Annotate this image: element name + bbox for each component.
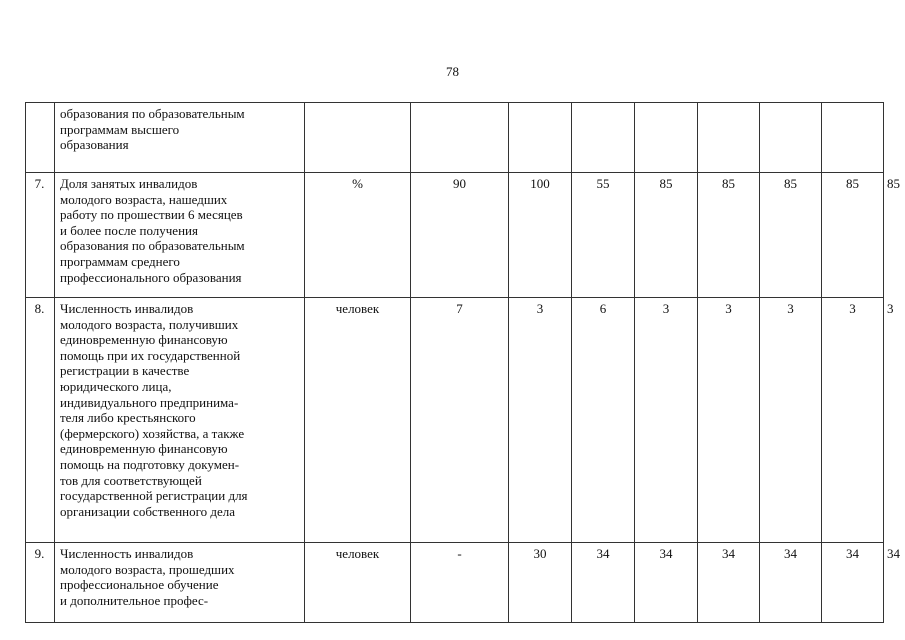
description-line: образования по образовательным [60, 106, 245, 121]
row-description [55, 298, 305, 543]
value-cell [760, 103, 822, 173]
description-line: и более после получения [60, 222, 198, 238]
page-number: 78 [446, 64, 459, 79]
row-number: 9. [26, 543, 55, 623]
description-line: Численность инвалидов [60, 546, 194, 561]
description-line: (фермерского) хозяйства, а также [60, 425, 245, 441]
value-cell: 90 [411, 173, 509, 298]
value-cell: 30 [509, 543, 572, 623]
row-description [55, 543, 305, 623]
value-cell [698, 103, 760, 173]
value-cell: 34 [572, 543, 635, 623]
value-cell: 34 [635, 543, 698, 623]
value-cell: - [411, 543, 509, 623]
value-cell: 34 [760, 543, 822, 623]
table-row [26, 103, 884, 173]
value-cell: 3 [698, 298, 760, 543]
value-cell: 6 [572, 298, 635, 543]
description-line: помощь на подготовку докумен- [60, 456, 240, 472]
row-number [26, 103, 55, 173]
row-unit: % [305, 173, 411, 298]
value-cell [509, 103, 572, 173]
description-line: единовременную финансовую [60, 441, 228, 457]
value-cell: 85 [635, 173, 698, 298]
row-unit: человек [305, 543, 411, 623]
row-number: 7. [26, 173, 55, 298]
description-line: единовременную финансовую [60, 332, 228, 348]
description-line: индивидуального предпринима- [60, 394, 239, 410]
description-line: работу по прошествии 6 месяцев [60, 207, 243, 223]
value-cell: 3 [509, 298, 572, 543]
value-cell: 100 [509, 173, 572, 298]
description-line: тов для соответствующей [60, 472, 202, 488]
row-number: 8. [26, 298, 55, 543]
description-line: теля либо крестьянского [60, 410, 196, 426]
description-line: программам высшего [60, 121, 180, 137]
value-cell: 7 [411, 298, 509, 543]
row-unit: человек [305, 298, 411, 543]
value-cell [411, 103, 509, 173]
value-cell [572, 103, 635, 173]
description-line: регистрации в качестве [60, 363, 190, 379]
value-cell: 55 [572, 173, 635, 298]
description-line: Численность инвалидов [60, 301, 194, 316]
table-row: 7. Доля занятых инвалидов молодого возраста, нашедших работу по прошествии 6 месяцев и более после получения образования по образовательным программам среднего профессионального образования % 90 100 55 85 85 85 85 85 [26, 173, 884, 298]
description-line: профессиональное обучение [60, 577, 219, 593]
description-line: Доля занятых инвалидов [60, 176, 198, 191]
description-line: профессионального образования [60, 269, 242, 285]
value-cell [822, 103, 884, 173]
indicators-table [25, 102, 900, 623]
description-line: образования [60, 137, 129, 153]
row-description [55, 173, 305, 298]
value-cell: 85 [698, 173, 760, 298]
description-line: молодого возраста, нашедших [60, 191, 228, 207]
description-line: образования по образовательным [60, 238, 245, 254]
table-row: 8. Численность инвалидов молодого возраста, получивших единовременную финансовую помощь при их государственной регистрации в качестве юридического лица, индивидуального предпринима- теля либо крестьянского (фермерского) хозяйства, а также единовременную финансовую помощь на подготовку докумен- тов для соответствующей государственной регистрации для организации собственного дела человек 7 3 6 3 3 3 3 3 [26, 298, 884, 543]
value-cell: 85 [822, 173, 884, 298]
description-line: организации собственного дела [60, 503, 236, 519]
value-cell: 3 [760, 298, 822, 543]
description-line: помощь при их государственной [60, 347, 241, 363]
description-line: молодого возраста, получивших [60, 316, 239, 332]
value-cell: 3 [822, 298, 884, 543]
row-unit [305, 103, 411, 173]
value-cell: 34 [822, 543, 884, 623]
description-line: государственной регистрации для [60, 488, 248, 504]
value-cell: 3 [635, 298, 698, 543]
value-cell: 85 [760, 173, 822, 298]
table-row: 9. Численность инвалидов молодого возраста, прошедших профессиональное обучение и дополнительное профес- человек - 30 34 34 34 34 34 34 [26, 543, 884, 623]
row-description [55, 103, 305, 173]
description-line: молодого возраста, прошедших [60, 561, 235, 577]
description-line: юридического лица, [60, 378, 172, 394]
description-line: программам среднего [60, 253, 180, 269]
value-cell: 34 [698, 543, 760, 623]
value-cell [635, 103, 698, 173]
description-line: и дополнительное профес- [60, 592, 209, 608]
